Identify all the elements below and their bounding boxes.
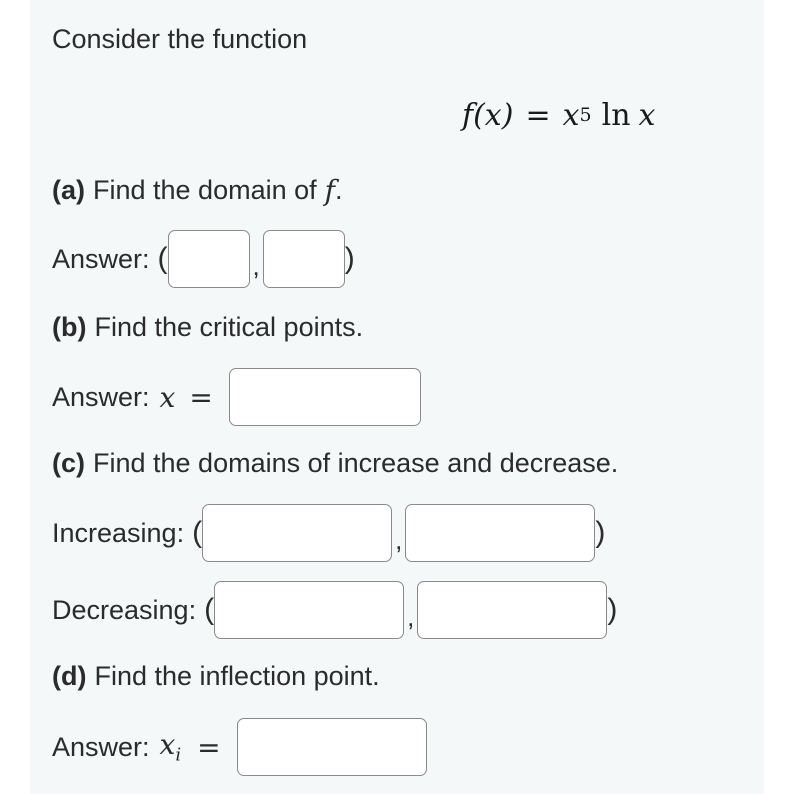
decreasing-label: Decreasing: bbox=[52, 594, 197, 625]
part-b-question: (b) Find the critical points. bbox=[52, 312, 364, 342]
comma: , bbox=[407, 602, 415, 632]
increasing-row bbox=[52, 504, 605, 562]
part-a-question: (a) Find the domain of f . bbox=[52, 174, 343, 207]
formula-equals: = bbox=[525, 98, 551, 133]
formula-base: x bbox=[562, 98, 580, 133]
part-d-var: $x_i$ bbox=[159, 728, 182, 766]
comma: , bbox=[252, 251, 260, 281]
domain-lower-input[interactable] bbox=[168, 230, 250, 288]
critical-points-input[interactable] bbox=[229, 368, 421, 426]
open-paren: ( bbox=[204, 593, 215, 626]
problem-panel bbox=[30, 0, 764, 794]
close-paren: ) bbox=[344, 242, 355, 275]
open-paren: ( bbox=[192, 516, 203, 549]
part-d-question: (d) Find the inflection point. bbox=[52, 661, 380, 691]
part-a-label: (a) bbox=[52, 175, 85, 205]
close-paren: ) bbox=[595, 516, 606, 549]
part-b-var: x bbox=[159, 380, 176, 414]
increasing-label: Increasing: bbox=[52, 517, 185, 548]
part-a-answer-label: Answer: bbox=[52, 243, 150, 274]
inflection-point-input[interactable] bbox=[237, 718, 427, 776]
domain-upper-input[interactable] bbox=[263, 230, 345, 288]
part-d-subscript: i bbox=[175, 744, 182, 766]
formula-lhs: f(x) bbox=[462, 98, 514, 133]
part-d-label: (d) bbox=[52, 661, 87, 691]
comma: , bbox=[395, 525, 403, 555]
part-a-answer-row bbox=[52, 230, 355, 288]
part-d-answer-row bbox=[52, 718, 427, 776]
formula-arg: x bbox=[638, 98, 656, 133]
decreasing-lower-input[interactable] bbox=[214, 581, 404, 639]
increasing-lower-input[interactable] bbox=[202, 504, 392, 562]
part-d-equals: = bbox=[197, 730, 221, 764]
function-formula bbox=[462, 98, 655, 133]
part-c-question: (c) Find the domains of increase and decrease. bbox=[52, 448, 619, 478]
part-b-label: (b) bbox=[52, 312, 87, 342]
decreasing-upper-input[interactable] bbox=[417, 581, 607, 639]
part-c-label: (c) bbox=[52, 448, 85, 478]
part-a-symbol: f bbox=[324, 174, 336, 207]
formula-exponent: 5 bbox=[579, 104, 592, 126]
close-paren: ) bbox=[607, 593, 618, 626]
increasing-upper-input[interactable] bbox=[405, 504, 595, 562]
part-b-answer-row bbox=[52, 368, 421, 426]
formula-ln: ln bbox=[601, 98, 631, 133]
part-b-answer-label: Answer: bbox=[52, 381, 150, 412]
intro-text: Consider the function bbox=[52, 24, 308, 54]
part-d-answer-label: Answer: bbox=[52, 731, 150, 762]
decreasing-row bbox=[52, 581, 617, 639]
open-paren: ( bbox=[157, 242, 168, 275]
part-b-equals: = bbox=[189, 380, 213, 414]
